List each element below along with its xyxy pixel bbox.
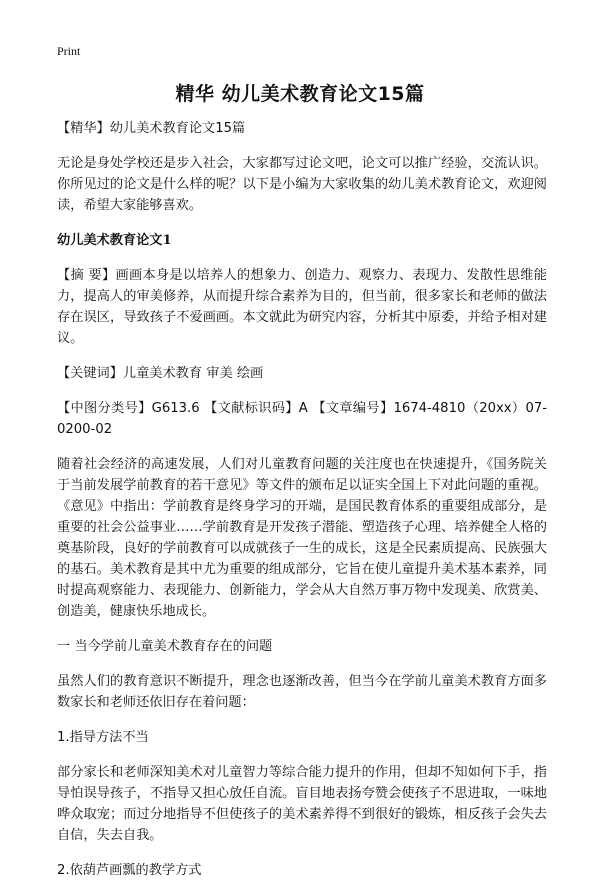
- article-subtitle: 【精华】幼儿美术教育论文15篇: [57, 121, 246, 136]
- article-body: [57, 118, 547, 881]
- page-title: 精华 幼儿美术教育论文15篇: [175, 83, 425, 105]
- point1-heading: 1.指导方法不当: [57, 730, 149, 745]
- intro-paragraph: 无论是身处学校还是步入社会，大家都写过论文吧，论文可以推广经验，交流认识。你所见过的论文是什么样的呢？以下是小编为大家收集的幼儿美术教育论文，欢迎阅读，希望大家能够喜欢。: [57, 156, 547, 213]
- point2-heading: 2.依葫芦画瓢的教学方式: [57, 863, 202, 878]
- print-link[interactable]: Print: [57, 44, 81, 58]
- body-paragraph: 虽然人们的教育意识不断提升，理念也逐渐改善，但当今在学前儿童美术教育方面多数家长和老师还依旧存在着问题：: [57, 674, 547, 710]
- keywords-line: 【关键词】儿童美术教育 审美 绘画: [57, 366, 264, 381]
- body-paragraph: 部分家长和老师深知美术对儿童智力等综合能力提升的作用，但却不知如何下手，指导怕误导孩子，不指导又担心放任自流。盲目地表扬夸赞会使孩子不思进取，一味地哗众取宠；而过分地指导不但使孩子的美术素养得不到很好的锻炼，相反孩子会失去自信，失去自我。: [57, 765, 547, 843]
- abstract-paragraph: 【摘 要】画画本身是以培养人的想象力、创造力、观察力、表现力、发散性思维能力，提高人的审美修养，从而提升综合素养为目的，但当前，很多家长和老师的做法存在误区，导致孩子不爱画画。本文就此为研究内容，分析其中原委，并给予相对建议。: [57, 268, 547, 346]
- classification-line: 【中图分类号】G613.6 【文献标识码】A 【文章编号】1674-4810（20xx）07-0200-02: [57, 401, 547, 437]
- problems-heading: 一 当今学前儿童美术教育存在的问题: [57, 639, 273, 654]
- body-paragraph: 随着社会经济的高速发展，人们对儿童教育问题的关注度也在快速提升，《国务院关于当前发展学前教育的若干意见》等文件的颁布足以证实全国上下对此问题的重视。《意见》中指出：学前教育是终身学习的开端，是国民教育体系的重要组成部分，是重要的社会公益事业……学前教育是开发孩子潜能、塑造孩子心理、培养健全人格的奠基阶段，良好的学前教育可以成就孩子一生的成长，这是全民素质提高、民族强大的基石。美术教育是其中尤为重要的组成部分，它旨在使儿童提升美术基本素养，同时提高观察能力、表现能力、创新能力，学会从大自然万事万物中发现美、欣赏美、创造美，健康快乐地成长。: [57, 457, 547, 619]
- section-heading: 幼儿美术教育论文1: [57, 233, 172, 248]
